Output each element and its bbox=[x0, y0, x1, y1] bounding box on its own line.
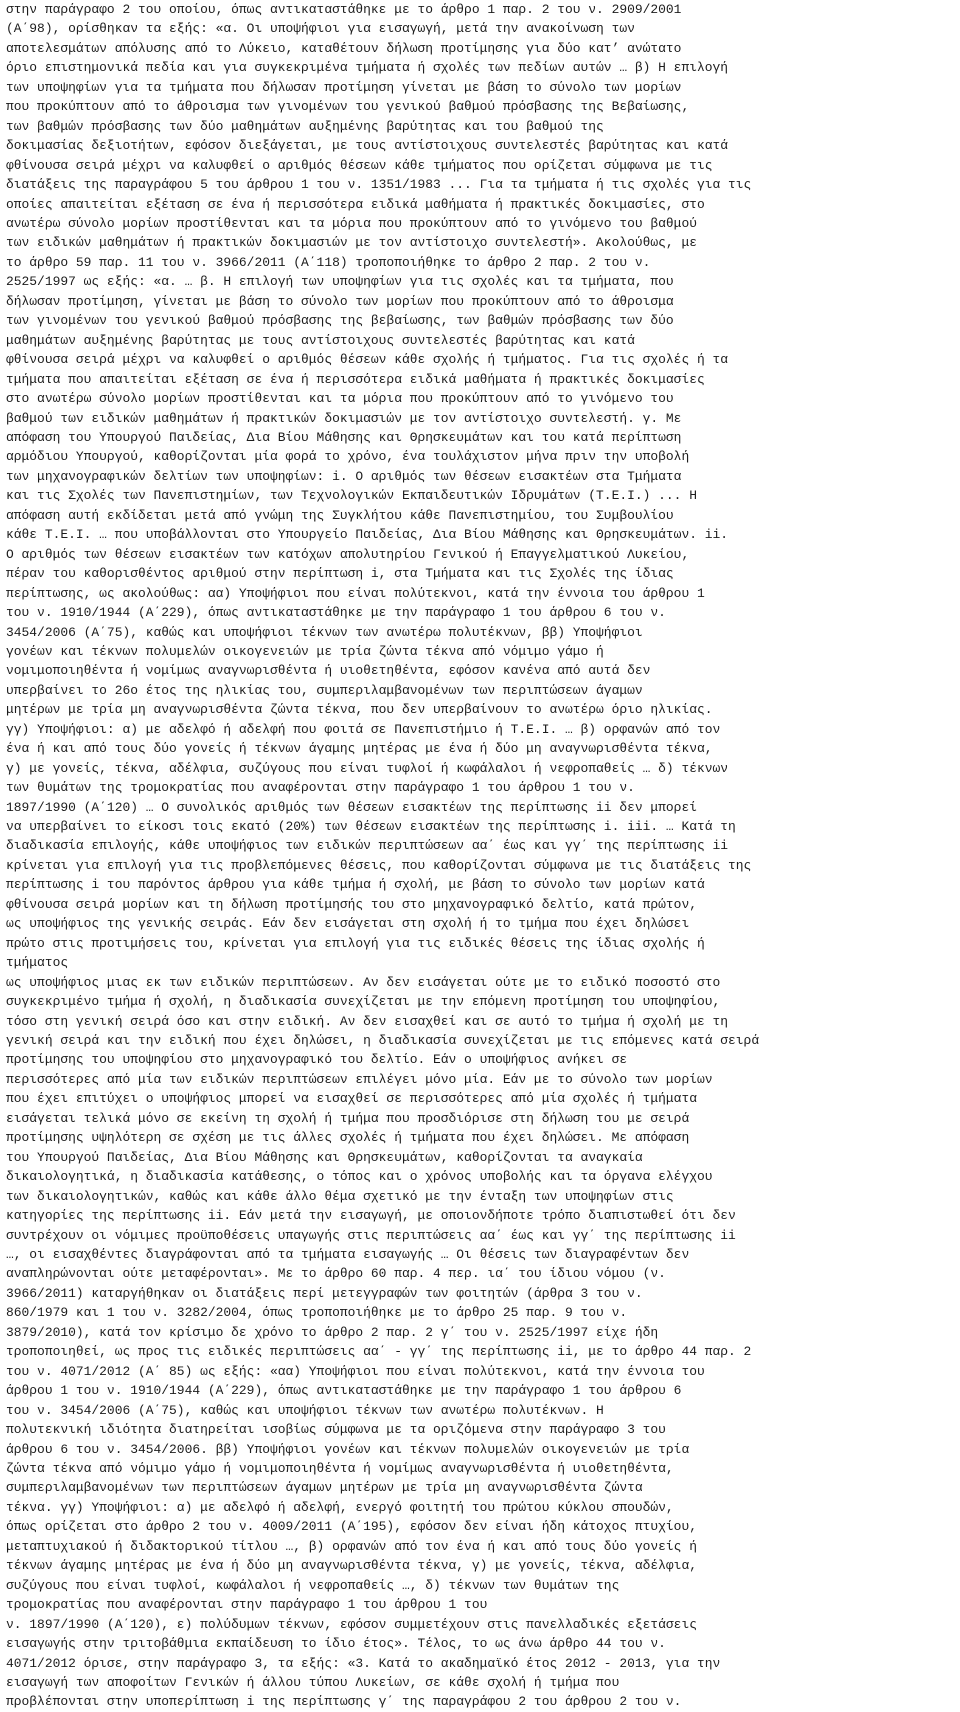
text-line: βαθμού των ειδικών μαθημάτων ή πρακτικών δοκιμασιών με τον αντίστοιχο συντελεστή. γ. Με bbox=[6, 410, 682, 426]
text-line: των δικαιολογητικών, καθώς και κάθε άλλο θέμα σχετικό με την ένταξη των υποψηφίων στις bbox=[6, 1188, 674, 1204]
text-line: πρώτο στις προτιμήσεις του, κρίνεται για επιλογή για τις ειδικές θέσεις της ίδιας σχολής ή bbox=[6, 935, 705, 951]
text-line: των γινομένων του γενικού βαθμού πρόσβασης της βεβαίωσης, των βαθμών πρόσβασης των δύο bbox=[6, 313, 674, 329]
text-line: των μηχανογραφικών δελτίων των υποψηφίων: i. Ο αριθμός των θέσεων εισακτέων στα Τμήματα bbox=[6, 468, 682, 484]
text-line: υπερβαίνει το 26ο έτος της ηλικίας του, συμπεριλαμβανομένων των περιπτώσεων άγαμων bbox=[6, 682, 643, 698]
text-line: εισαγωγή των αποφοίτων Γενικών ή άλλου τύπου Λυκείων, σε κάθε σχολή ή τμήμα που bbox=[6, 1674, 620, 1690]
text-line: τροποποιηθεί, ως προς τις ειδικές περιπτώσεις αα΄ - γγ΄ της περίπτωσης ii, με το άρθρο 44 παρ. 2 bbox=[6, 1344, 752, 1360]
text-line: κατηγορίες της περίπτωσης ii. Εάν μετά την εισαγωγή, με οποιονδήποτε τρόπο διαπιστωθεί ότι δεν bbox=[6, 1208, 736, 1224]
text-line: όριο επιστημονικά πεδία και για συγκεκριμένα τμήματα ή σχολές των πεδίων αυτών … β) Η επιλογή bbox=[6, 60, 729, 76]
text-line: προτίμησης υψηλότερη σε σχέση με τις άλλες σχολές ή τμήματα που έχει δηλώσει. Με απόφαση bbox=[6, 1130, 690, 1146]
document-body-text bbox=[6, 0, 956, 1712]
text-line: των θυμάτων της τρομοκρατίας που αναφέρονται στην παράγραφο 1 του άρθρου 1 του ν. bbox=[6, 780, 635, 796]
text-line: αποτελεσμάτων απόλυσης από το Λύκειο, καταθέτουν δήλωση προτίμησης για δύο κατ’ ανώτατο bbox=[6, 40, 682, 56]
text-line: διατάξεις της παραγράφου 5 του άρθρου 1 του ν. 1351/1983 ... Για τα τμήματα ή τις σχολές για τις bbox=[6, 177, 752, 193]
text-line: εισάγεται τελικά μόνο σε εκείνη τη σχολή ή τμήμα που προσδιόρισε στη δήλωση του με σειρά bbox=[6, 1110, 690, 1126]
text-line: μαθημάτων αυξημένης βαρύτητας με τους αντίστοιχους συντελεστές βαρύτητας και κατά bbox=[6, 332, 635, 348]
text-line: 3879/2010), κατά τον κρίσιμο δε χρόνο το άρθρο 2 παρ. 2 γ΄ του ν. 2525/1997 είχε ήδη bbox=[6, 1324, 659, 1340]
text-line: αρμόδιου Υπουργού, καθορίζονται μία φορά το χρόνο, ένα τουλάχιστον μήνα πριν την υποβολή bbox=[6, 449, 690, 465]
text-line: του ν. 4071/2012 (Α΄ 85) ως εξής: «αα) Υποψήφιοι που είναι πολύτεκνοι, κατά την έννοια του bbox=[6, 1363, 705, 1379]
text-line: εισαγωγής στην τριτοβάθμια εκπαίδευση το ίδιο έτος». Τέλος, το ως άνω άρθρο 44 του ν. bbox=[6, 1636, 666, 1652]
text-line: αναπληρώνονται ούτε μεταφέρονται». Με το άρθρο 60 παρ. 4 περ. ια΄ του ίδιου νόμου (ν. bbox=[6, 1266, 666, 1282]
text-line: συζύγους που είναι τυφλοί, κωφάλαλοι ή νεφροπαθείς …, δ) τέκνων των θυμάτων της bbox=[6, 1577, 620, 1593]
text-line: (Α΄98), ορίσθηκαν τα εξής: «α. Οι υποψήφιοι για εισαγωγή, μετά την ανακοίνωση των bbox=[6, 21, 635, 37]
text-line: περίπτωσης, ως ακολούθως: αα) Υποψήφιοι που είναι πολύτεκνοι, κατά την έννοια του άρθρου 1 bbox=[6, 585, 705, 601]
text-line: οποίες απαιτείται εξέταση σε ένα ή περισσότερα ειδικά μαθήματα ή πρακτικές δοκιμασίες, στο bbox=[6, 196, 705, 212]
text-line: ζώντα τέκνα από νόμιμο γάμο ή νομιμοποιηθέντα ή νομίμως αναγνωρισθέντα ή υιοθετηθέντα, bbox=[6, 1460, 674, 1476]
text-line: γγ) Υποψήφιοι: α) με αδελφό ή αδελφή που φοιτά σε Πανεπιστήμιο ή Τ.Ε.Ι. … β) ορφανών από τον bbox=[6, 721, 721, 737]
text-line: το άρθρο 59 παρ. 11 του ν. 3966/2011 (Α΄118) τροποποιήθηκε το άρθρο 2 παρ. 2 του ν. bbox=[6, 254, 651, 270]
text-line: δικαιολογητικά, η διαδικασία κατάθεσης, ο τόπος και ο χρόνος υποβολής και τα όργανα ελέγχου bbox=[6, 1169, 713, 1185]
text-line: γ) με γονείς, τέκνα, αδέλφια, συζύγους που είναι τυφλοί ή κωφάλαλοι ή νεφροπαθείς … δ) τέκνων bbox=[6, 760, 729, 776]
text-line: ανωτέρω σύνολο μορίων προστίθενται και τα μόρια που προκύπτουν από το γινόμενο του βαθμού bbox=[6, 215, 697, 231]
text-line: νομιμοποιηθέντα ή νομίμως αναγνωρισθέντα ή υιοθετηθέντα, εφόσον κανένα από αυτά δεν bbox=[6, 663, 651, 679]
text-line: συγκεκριμένο τμήμα ή σχολή, η διαδικασία συνεχίζεται με την επόμενη προτίμηση του υποψηφίου, bbox=[6, 994, 721, 1010]
text-line: του ν. 1910/1944 (Α΄229), όπως αντικαταστάθηκε με την παράγραφο 1 του άρθρου 6 του ν. bbox=[6, 605, 666, 621]
text-line: τμήματα που απαιτείται εξέταση σε ένα ή περισσότερα ειδικά μαθήματα ή πρακτικές δοκιμασίες bbox=[6, 371, 705, 387]
text-line: ως υποψήφιος μιας εκ των ειδικών περιπτώσεων. Αν δεν εισάγεται ούτε με το ειδικό ποσοστό στο bbox=[6, 974, 721, 990]
text-line: που έχει επιτύχει ο υποψήφιος μπορεί να εισαχθεί σε περισσότερες από μία σχολές ή τμήματα bbox=[6, 1091, 697, 1107]
text-line: δοκιμασίας δεξιοτήτων, εφόσον διεξάγεται, με τους αντίστοιχους συντελεστές βαρύτητας και κατά bbox=[6, 138, 729, 154]
text-line: μεταπτυχιακού ή διδακτορικού τίτλου …, β) ορφανών από τον ένα ή και από τους δύο γονείς ή bbox=[6, 1538, 697, 1554]
text-line: των βαθμών πρόσβασης των δύο μαθημάτων αυξημένης βαρύτητας και του βαθμού της bbox=[6, 118, 604, 134]
text-line: διαδικασία επιλογής, κάθε υποψήφιος των ειδικών περιπτώσεων αα΄ έως και γγ΄ της περίπτωσης ii bbox=[6, 838, 729, 854]
text-line: τόσο στη γενική σειρά όσο και στην ειδική. Αν δεν εισαχθεί και σε αυτό το τμήμα ή σχολή με τη bbox=[6, 1013, 729, 1029]
text-line: φθίνουσα σειρά μέχρι να καλυφθεί ο αριθμός θέσεων κάθε σχολής ή τμήματος. Για τις σχολές ή τα bbox=[6, 352, 729, 368]
text-line: μητέρων με τρία μη αναγνωρισθέντα ζώντα τέκνα, που δεν υπερβαίνουν το ανωτέρω όριο ηλικίας. bbox=[6, 702, 713, 718]
text-line: συμπεριλαμβανομένων των περιπτώσεων άγαμων μητέρων με τρία μη αναγνωρισθέντα ζώντα bbox=[6, 1480, 643, 1496]
text-line: απόφαση αυτή εκδίδεται μετά από γνώμη της Συγκλήτου κάθε Πανεπιστημίου, του Συμβουλίου bbox=[6, 507, 674, 523]
text-line: 3454/2006 (Α΄75), καθώς και υποψήφιοι τέκνων των ανωτέρω πολυτέκνων, ββ) Υποψήφιοι bbox=[6, 624, 643, 640]
text-line: …, οι εισαχθέντες διαγράφονται από τα τμήματα εισαγωγής … Οι θέσεις των διαγραφέντων δεν bbox=[6, 1247, 690, 1262]
text-line: απόφαση του Υπουργού Παιδείας, Δια Βίου Μάθησης και Θρησκευμάτων και του κατά περίπτωση bbox=[6, 429, 682, 445]
text-line: των ειδικών μαθημάτων ή πρακτικών δοκιμασιών με τον αντίστοιχο συντελεστή». Ακολούθως, με bbox=[6, 235, 697, 251]
text-line: 1897/1990 (Α΄120) … Ο συνολικός αριθμός των θέσεων εισακτέων της περίπτωσης ii δεν μπορεί bbox=[6, 799, 697, 815]
text-line: φθίνουσα σειρά μέχρι να καλυφθεί ο αριθμός θέσεων κάθε τμήματος που ορίζεται σύμφωνα με τις bbox=[6, 157, 713, 173]
text-line: του ν. 3454/2006 (Α΄75), καθώς και υποψήφιοι τέκνων των ανωτέρω πολυτέκνων. Η bbox=[6, 1402, 604, 1418]
text-line: τρομοκρατίας που αναφέρονται στην παράγραφο 1 του άρθρου 1 του bbox=[6, 1597, 488, 1613]
text-line: γενική σειρά και την ειδική που έχει δηλώσει, η διαδικασία συνεχίζεται με τις επόμενες κατά σειρά bbox=[6, 1033, 760, 1049]
text-line: στην παράγραφο 2 του οποίου, όπως αντικαταστάθηκε με το άρθρο 1 παρ. 2 του ν. 2909/2001 bbox=[6, 2, 682, 17]
text-line: και τις Σχολές των Πανεπιστημίων, των Τεχνολογικών Εκπαιδευτικών Ιδρυμάτων (Τ.Ε.Ι.) ... Η bbox=[6, 488, 697, 504]
text-line: τέκνα. γγ) Υποψήφιοι: α) με αδελφό ή αδελφή, ενεργό φοιτητή του πρώτου κύκλου σπουδών, bbox=[6, 1499, 674, 1515]
text-line: τέκνων άγαμης μητέρας με ένα ή δύο μη αναγνωρισθέντα τέκνα, γ) με γονείς, τέκνα, αδέλφια, bbox=[6, 1558, 697, 1574]
text-line: ν. 1897/1990 (Α΄120), ε) πολύδυμων τέκνων, εφόσον συμμετέχουν στις πανελλαδικές εξετάσεις bbox=[6, 1616, 697, 1632]
text-line: συντρέχουν οι νόμιμες προϋποθέσεις υπαγωγής στις περιπτώσεις αα΄ έως και γγ΄ της περίπτωσης ii bbox=[6, 1227, 736, 1243]
text-line: περίπτωσης i του παρόντος άρθρου για κάθε τμήμα ή σχολή, με βάση το σύνολο των μορίων κατά bbox=[6, 877, 705, 893]
text-line: πέραν του καθορισθέντος αριθμού στην περίπτωση i, στα Τμήματα και τις Σχολές της ίδιας bbox=[6, 566, 674, 582]
text-line: προτίμησης του υποψηφίου στο μηχανογραφικό του δελτίο. Εάν ο υποψήφιος ανήκει σε bbox=[6, 1052, 628, 1068]
text-line: όπως ορίζεται στο άρθρο 2 του ν. 4009/2011 (Α΄195), εφόσον δεν είναι ήδη κάτοχος πτυχίου, bbox=[6, 1519, 697, 1535]
text-line: κάθε Τ.Ε.Ι. … που υποβάλλονται στο Υπουργείο Παιδείας, Δια Βίου Μάθησης και Θρησκευμάτων. ii. bbox=[6, 527, 729, 543]
text-line: των υποψηφίων για τα τμήματα που δήλωσαν προτίμηση γίνεται με βάση το σύνολο των μορίων bbox=[6, 79, 682, 95]
text-line: άρθρου 6 του ν. 3454/2006. ββ) Υποψήφιοι γονέων και τέκνων πολυμελών οικογενειών με τρία bbox=[6, 1441, 690, 1457]
text-line: στο ανωτέρω σύνολο μορίων προστίθενται και τα μόρια που προκύπτουν από το γινόμενο του bbox=[6, 391, 674, 407]
text-line: που προκύπτουν από το άθροισμα των γινομένων του γενικού βαθμού πρόσβασης της Βεβαίωσης, bbox=[6, 99, 690, 115]
text-line: Ο αριθμός των θέσεων εισακτέων των κατόχων απολυτηρίου Γενικού ή Επαγγελματικού Λυκείου, bbox=[6, 546, 690, 562]
text-line: 3966/2011) καταργήθηκαν οι διατάξεις περί μετεγγραφών των φοιτητών (άρθρα 3 του ν. bbox=[6, 1285, 643, 1301]
text-line: 860/1979 και 1 του ν. 3282/2004, όπως τροποποιήθηκε με το άρθρο 25 παρ. 9 του ν. bbox=[6, 1305, 628, 1321]
text-line: τμήματος bbox=[6, 955, 69, 971]
text-line: ένα ή και από τους δύο γονείς ή τέκνων άγαμης μητέρας με ένα ή δύο μη αναγνωρισθέντα τέκνα, bbox=[6, 741, 713, 757]
text-line: φθίνουσα σειρά μορίων και τη δήλωση προτίμησής του στο μηχανογραφικό δελτίο, κατά πρώτον, bbox=[6, 896, 697, 912]
text-line: περισσότερες από μία των ειδικών περιπτώσεων επιλέγει μόνο μία. Εάν με το σύνολο των μορίων bbox=[6, 1071, 713, 1087]
text-line: κρίνεται για επιλογή για τις προβλεπόμενες θέσεις, που καθορίζονται σύμφωνα με τις διατάξεις της bbox=[6, 857, 752, 873]
text-line: ως υποψήφιος της γενικής σειράς. Εάν δεν εισάγεται στη σχολή ή το τμήμα που έχει δηλώσει bbox=[6, 916, 690, 932]
text-line: δήλωσαν προτίμηση, γίνεται με βάση το σύνολο των μορίων που προκύπτουν από το άθροισμα bbox=[6, 293, 674, 309]
text-line: να υπερβαίνει το είκοσι τοις εκατό (20%) των θέσεων εισακτέων της περίπτωσης i. iii. … Κατά τη bbox=[6, 819, 736, 835]
text-line: 4071/2012 όρισε, στην παράγραφο 3, τα εξής: «3. Κατά το ακαδημαϊκό έτος 2012 - 2013, για την bbox=[6, 1655, 721, 1671]
text-line: γονέων και τέκνων πολυμελών οικογενειών με τρία ζώντα τέκνα από νόμιμο γάμο ή bbox=[6, 643, 604, 659]
text-line: άρθρου 1 του ν. 1910/1944 (Α΄229), όπως αντικαταστάθηκε με την παράγραφο 1 του άρθρου 6 bbox=[6, 1383, 682, 1399]
text-line: του Υπουργού Παιδείας, Δια Βίου Μάθησης και Θρησκευμάτων, καθορίζονται τα αναγκαία bbox=[6, 1149, 643, 1165]
text-line: προβλέπονται στην υποπερίπτωση i της περίπτωσης γ΄ της παραγράφου 2 του άρθρου 2 του ν. bbox=[6, 1694, 682, 1710]
text-line: πολυτεκνική ιδιότητα διατηρείται ισοβίως σύμφωνα με τα οριζόμενα στην παράγραφο 3 του bbox=[6, 1422, 666, 1438]
text-line: 2525/1997 ως εξής: «α. … β. Η επιλογή των υποψηφίων για τις σχολές και τα τμήματα, που bbox=[6, 274, 674, 290]
